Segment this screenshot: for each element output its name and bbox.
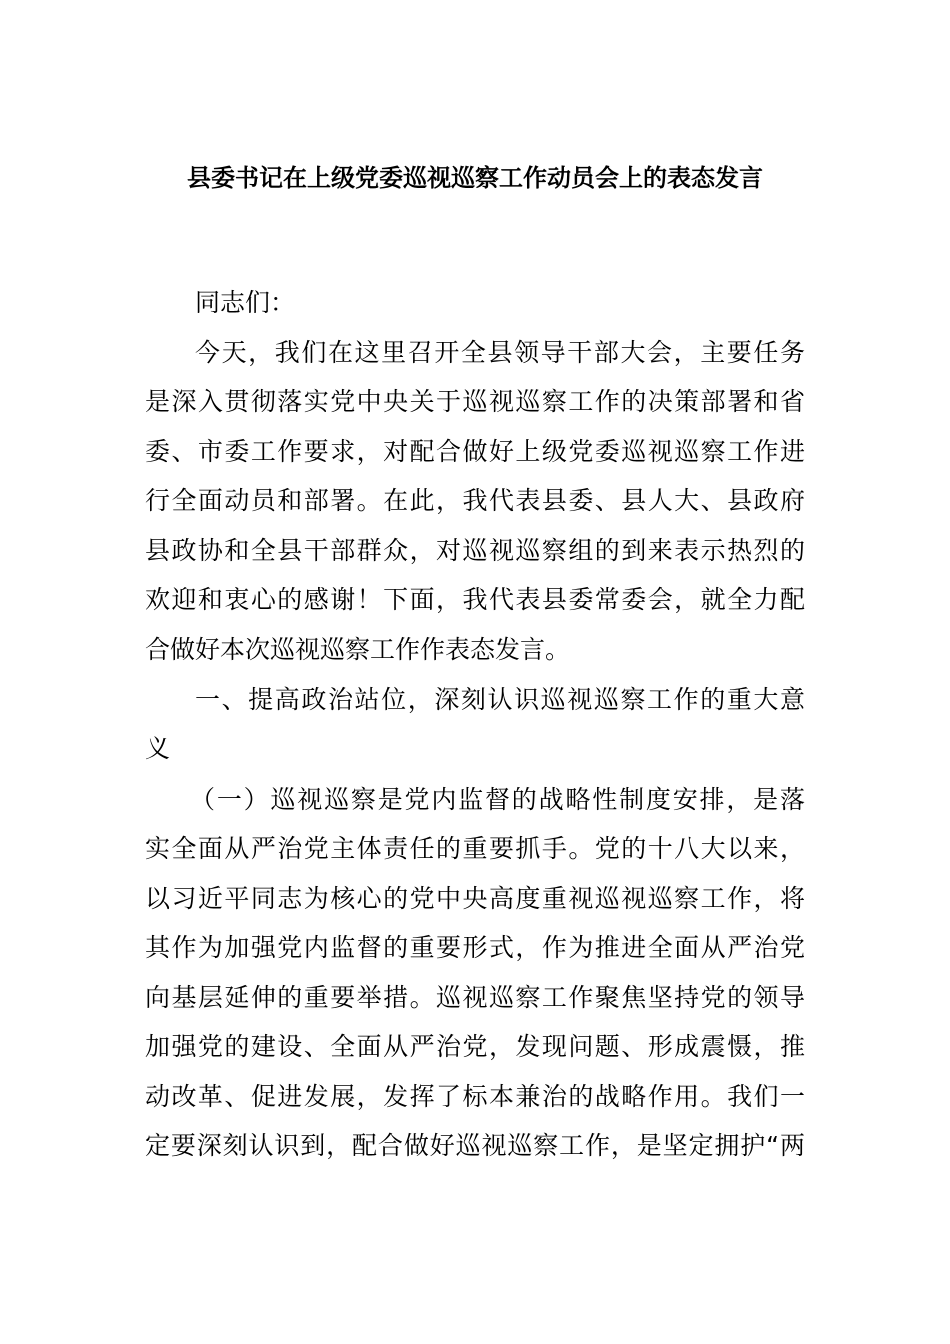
section-heading-line: 义 [145, 734, 171, 763]
document-title: 县委书记在上级党委巡视巡察工作动员会上的表态发言 [187, 164, 763, 192]
body-text-line: 以习近平同志为核心的党中央高度重视巡视巡察工作，将 [145, 884, 805, 913]
body-text-line: 今天，我们在这里召开全县领导干部大会，主要任务 [195, 338, 805, 367]
section-heading-line: 一、提高政治站位，深刻认识巡视巡察工作的重大意 [195, 685, 805, 714]
body-text-line: 向基层延伸的重要举措。巡视巡察工作聚焦坚持党的领导 [145, 983, 805, 1012]
body-text-line: 欢迎和衷心的感谢！下面，我代表县委常委会，就全力配 [145, 585, 805, 614]
salutation-line: 同志们： [195, 288, 296, 317]
body-text-line: 合做好本次巡视巡察工作作表态发言。 [145, 635, 571, 664]
body-text-line: 委、市委工作要求，对配合做好上级党委巡视巡察工作进 [145, 437, 805, 466]
body-text-line: 加强党的建设、全面从严治党，发现问题、形成震慑，推 [145, 1032, 805, 1061]
body-text-line: 行全面动员和部署。在此，我代表县委、县人大、县政府 [145, 486, 805, 515]
body-text-line: 实全面从严治党主体责任的重要抓手。党的十八大以来， [145, 834, 805, 863]
body-text-line: 定要深刻认识到，配合做好巡视巡察工作，是坚定拥护“两 [145, 1131, 805, 1160]
subsection-line: （一）巡视巡察是党内监督的战略性制度安排，是落 [190, 785, 805, 814]
body-text-line: 其作为加强党内监督的重要形式，作为推进全面从严治党 [145, 933, 805, 962]
body-text-line: 动改革、促进发展，发挥了标本兼治的战略作用。我们一 [145, 1082, 805, 1111]
body-text-line: 是深入贯彻落实党中央关于巡视巡察工作的决策部署和省 [145, 387, 805, 416]
body-text-line: 县政协和全县干部群众，对巡视巡察组的到来表示热烈的 [145, 536, 805, 565]
